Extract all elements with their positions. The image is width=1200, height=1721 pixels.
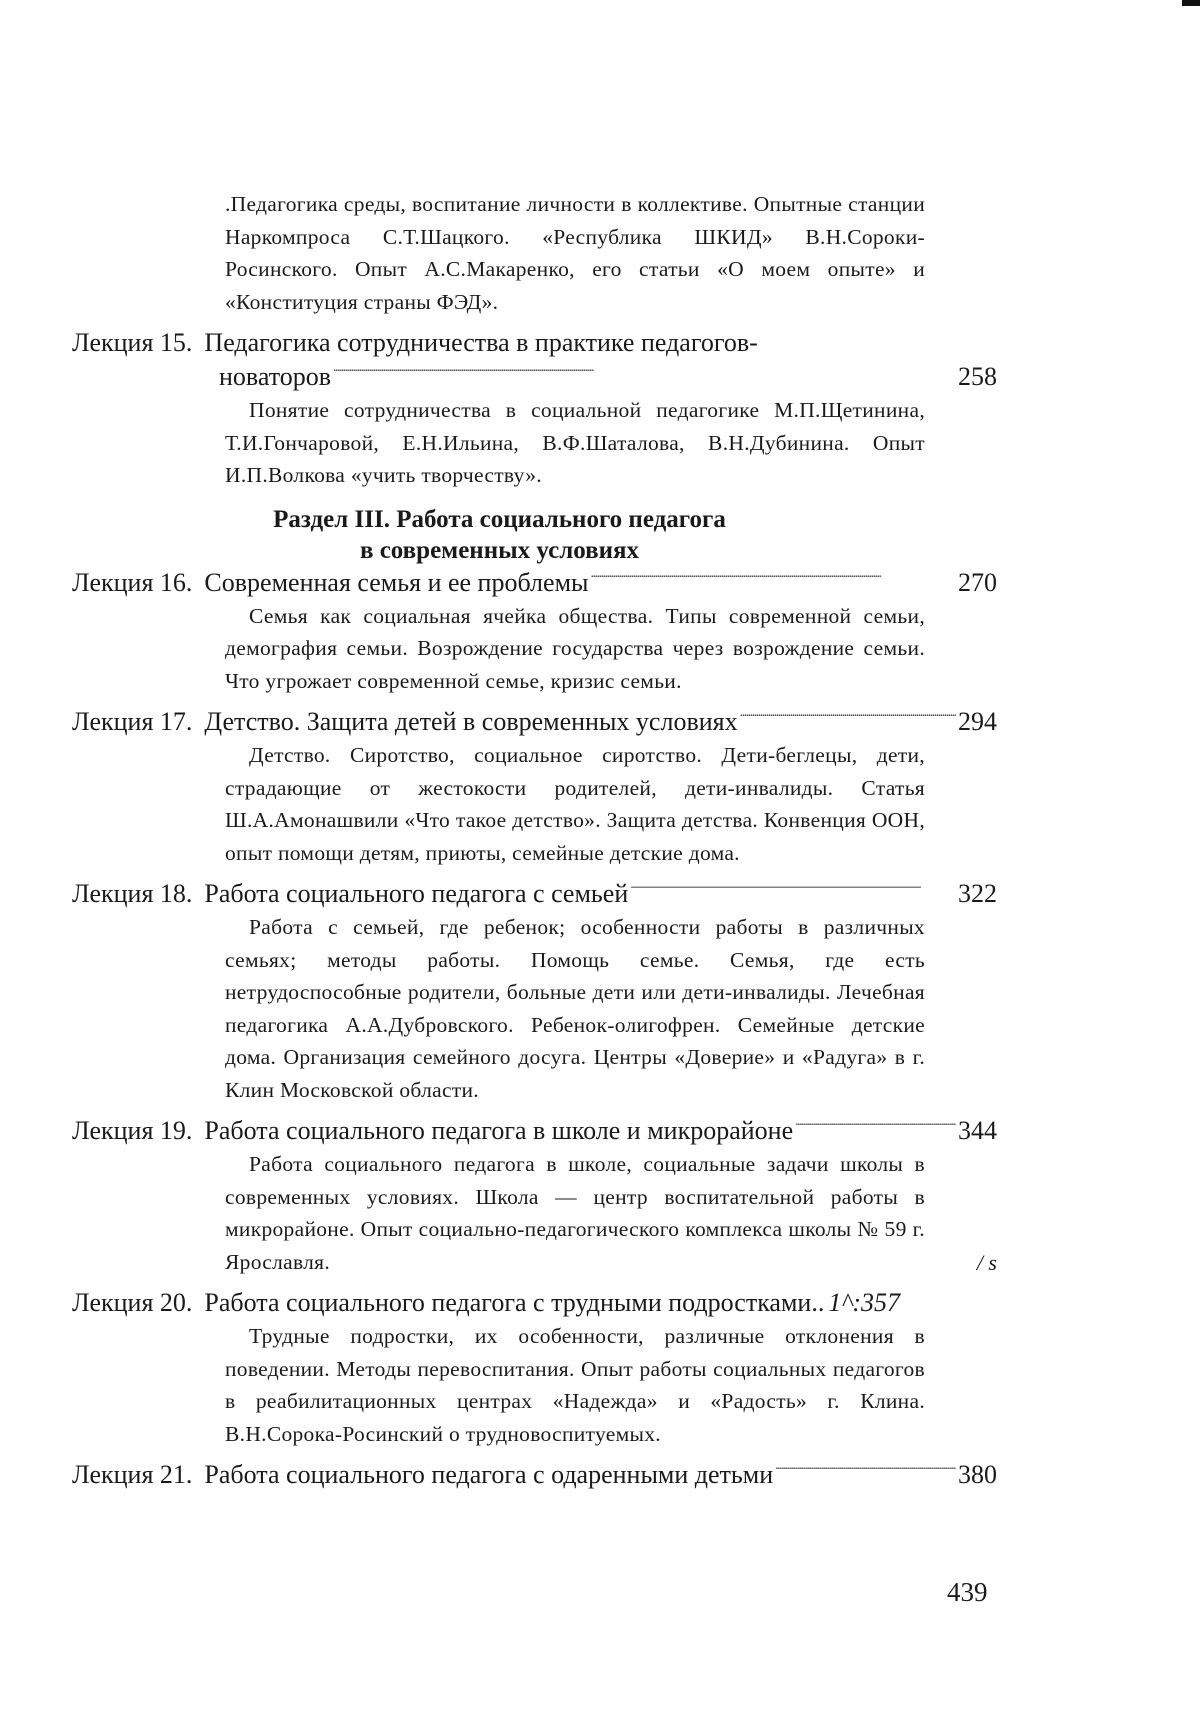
page-ref: 344 xyxy=(958,1116,997,1145)
lecture-number: Лекция 15. xyxy=(72,328,193,357)
section-heading xyxy=(72,504,997,566)
section-heading-line-1: Раздел III. Работа социального педагога xyxy=(273,505,726,533)
toc-entry-lecture-15-continuation[interactable] xyxy=(72,360,997,394)
lecture-15-description: Понятие сотрудничества в социальной педагогике М.П.Щетинина, Т.И.Гончаровой, Е.Н.Ильина, В.Ф.Шаталова, В.Н.Дубинина. Опыт И.П.Волкова «учить творчеству». xyxy=(225,398,925,487)
toc-entry-lecture-17[interactable] xyxy=(72,705,997,739)
dot-leader xyxy=(775,1459,956,1483)
page-ref: 270 xyxy=(958,567,997,597)
lecture-number: Лекция 19. xyxy=(72,1116,193,1145)
lecture-number: Лекция 16. xyxy=(72,567,193,597)
dot-leader xyxy=(630,878,956,902)
toc-entry-lecture-20[interactable] xyxy=(72,1286,997,1320)
handwritten-margin-note: / s xyxy=(976,1250,997,1275)
toc-entry-lecture-16[interactable] xyxy=(72,566,997,600)
lecture-17-description: Детство. Сиротство, социальное сиротство. Дети-беглецы, дети, страдающие от жестокости родителей, дети-инвалиды. Статья Ш.А.Амонашвили «Что такое детство». Защита детства. Конвенция ООН, опыт помощи детям, приюты, семейные детские дома. xyxy=(225,743,925,865)
lecture-title-continued: новаторов xyxy=(219,362,332,391)
lecture-20-description: Трудные подростки, их особенности, различные отклонения в поведении. Методы перевоспитания. Опыт работы социальных педагогов в реабилитационных центрах «Надежда» и «Радость» г. Клина. В.Н.Сорока-Росинский о трудновоспитуемых. xyxy=(225,1324,925,1446)
toc-entry-lecture-15[interactable] xyxy=(72,326,997,360)
lecture-title: Современная семья и ее проблемы xyxy=(204,567,589,597)
lecture-19-description: Работа социального педагога в школе, социальные задачи школы в современных условиях. Школа — центр воспитательной работы в микрорайоне. Опыт социально-педагогического комплекса школы № 59 г. Ярославля. xyxy=(225,1152,925,1274)
dot-leader xyxy=(740,706,956,730)
dot-leader xyxy=(591,567,957,591)
page-ref: 380 xyxy=(958,1460,997,1489)
lecture-title: Работа социального педагога с семьей xyxy=(204,879,629,908)
lecture-title: Детство. Защита детей в современных условиях xyxy=(204,707,738,736)
toc-entry-lecture-19[interactable] xyxy=(72,1114,997,1148)
page-ref: 322 xyxy=(958,879,997,908)
dot-leader xyxy=(795,1115,956,1139)
section-heading-line-2: в современных условиях xyxy=(359,536,640,564)
lecture-title: Работа социального педагога в школе и микрорайоне xyxy=(204,1116,794,1145)
lecture-14-description: .Педагогика среды, воспитание личности в коллективе. Опытные станции Наркомпроса С.Т.Шацкого. «Республика ШКИД» В.Н.Сороки-Росинского. Опыт А.С.Макаренко, его статьи «О моем опыте» и «Конституция страны ФЭД». xyxy=(225,192,925,314)
page-ref: 294 xyxy=(958,707,997,736)
page-number: 439 xyxy=(947,1577,988,1607)
lecture-number: Лекция 17. xyxy=(72,707,193,736)
lecture-18-description: Работа с семьей, где ребенок; особенности работы в различных семьях; методы работы. Помощь семье. Семья, где есть нетрудоспособные родители, больные дети или дети-инвалиды. Лечебная педагогика А.А.Дубровского. Ребенок-олигофрен. Семейные детские дома. Организация семейного досуга. Центры «Доверие» и «Радуга» в г. Клин Московской области. xyxy=(225,915,925,1102)
table-of-contents xyxy=(72,188,997,1492)
lecture-number: Лекция 20. xyxy=(72,1288,193,1317)
lecture-number: Лекция 21. xyxy=(72,1460,193,1489)
lecture-title: Работа социального педагога с одаренными детьми xyxy=(204,1460,774,1489)
scan-artifact xyxy=(1182,0,1200,6)
lecture-16-description: Семья как социальная ячейка общества. Типы современной семьи, демография семьи. Возрождение государства через возрождение семьи. Что угрожает современной семье, кризис семьи. xyxy=(225,603,925,693)
toc-entry-lecture-21[interactable] xyxy=(72,1458,997,1492)
dot-leader xyxy=(333,361,956,385)
lecture-title: Педагогика сотрудничества в практике педагогов- xyxy=(204,328,758,357)
lecture-title: Работа социального педагога с трудными подростками.. xyxy=(204,1288,825,1317)
lecture-number: Лекция 18. xyxy=(72,879,193,908)
toc-entry-lecture-18[interactable] xyxy=(72,877,997,911)
page-ref: 258 xyxy=(958,362,997,391)
page-ref: 1^:357 xyxy=(828,1288,900,1317)
